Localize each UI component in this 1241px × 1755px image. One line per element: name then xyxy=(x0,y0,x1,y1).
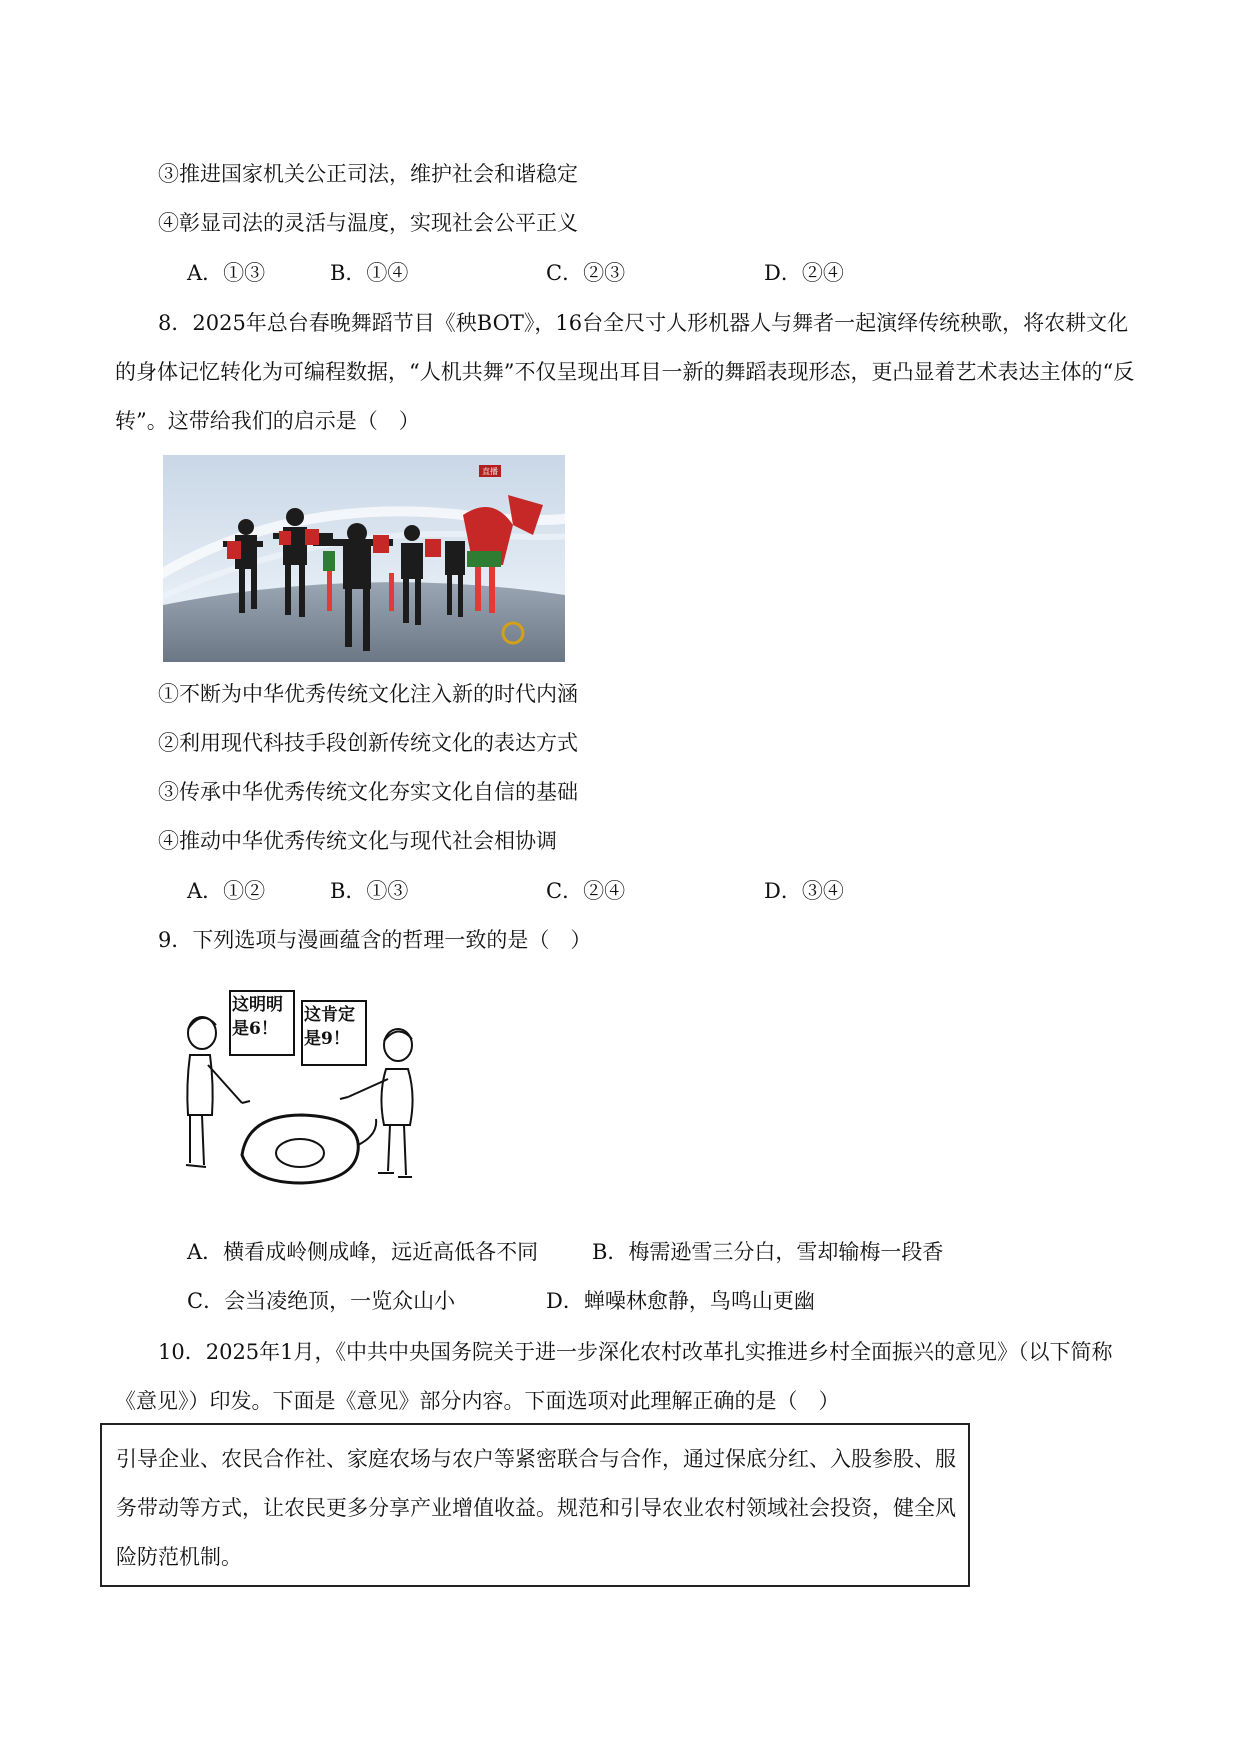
q9-option-b[interactable]: B．梅需逊雪三分白，雪却输梅一段香 xyxy=(592,1240,944,1264)
q10-stem: 10．2025年1月，《中共中央国务院关于进一步深化农村改革扎实推进乡村全面振兴的意见》（以下简称《意见》）印发。下面是《意见》部分内容。下面选项对此理解正确的是（ ） xyxy=(115,1340,1113,1413)
q7-option-b[interactable]: B．①④ xyxy=(330,261,409,285)
q8-option-d[interactable]: D．③④ xyxy=(764,879,844,903)
q7-item-4: ④彰显司法的灵活与温度，实现社会公平正义 xyxy=(158,211,578,235)
q8-option-b[interactable]: B．①③ xyxy=(330,879,409,903)
live-badge: 直播 xyxy=(482,467,498,476)
q9-option-d[interactable]: D．蝉噪林愈静，鸟鸣山更幽 xyxy=(546,1289,815,1313)
q8-item-2: ②利用现代科技手段创新传统文化的表达方式 xyxy=(158,731,578,755)
q8-stem: 8．2025年总台春晚舞蹈节目《秧BOT》，16台全尺寸人形机器人与舞者一起演绎传统秧歌，将农耕文化的身体记忆转化为可编程数据，“人机共舞”不仅呈现出耳目一新的舞蹈表现形态，更凸显着艺术表达主体的“反转”。这带给我们的启示是（ ） xyxy=(115,311,1135,433)
q9-option-c[interactable]: C．会当凌绝顶，一览众山小 xyxy=(187,1289,456,1313)
robot-dance-image xyxy=(163,455,565,662)
cartoon-6-or-9 xyxy=(172,985,434,1190)
q10-quote-box xyxy=(100,1423,970,1587)
q7-option-a[interactable]: A．①③ xyxy=(187,261,266,285)
robot-dance-photo xyxy=(163,455,565,662)
q9-option-a[interactable]: A．横看成岭侧成峰，远近高低各不同 xyxy=(187,1240,539,1264)
q8-option-c[interactable]: C．②④ xyxy=(546,879,626,903)
q8-item-1: ①不断为中华优秀传统文化注入新的时代内涵 xyxy=(158,682,578,706)
q8-item-4: ④推动中华优秀传统文化与现代社会相协调 xyxy=(158,829,557,853)
q7-item-3: ③推进国家机关公正司法，维护社会和谐稳定 xyxy=(158,162,578,186)
q10-quote-text: 引导企业、农民合作社、家庭农场与农户等紧密联合与合作，通过保底分红、入股参股、服务带动等方式，让农民更多分享产业增值收益。规范和引导农业农村领域社会投资，健全风险防范机制。 xyxy=(116,1447,956,1569)
cartoon-image xyxy=(172,985,434,1190)
bubble-right-text: 这肯定是9！ xyxy=(304,1005,355,1049)
q8-item-3: ③传承中华优秀传统文化夯实文化自信的基础 xyxy=(158,780,578,804)
q8-option-a[interactable]: A．①② xyxy=(187,879,266,903)
q9-stem: 9．下列选项与漫画蕴含的哲理一致的是（ ） xyxy=(158,928,592,952)
q7-option-d[interactable]: D．②④ xyxy=(764,261,844,285)
bubble-left-text: 这明明是6！ xyxy=(232,995,283,1039)
q7-option-c[interactable]: C．②③ xyxy=(546,261,626,285)
